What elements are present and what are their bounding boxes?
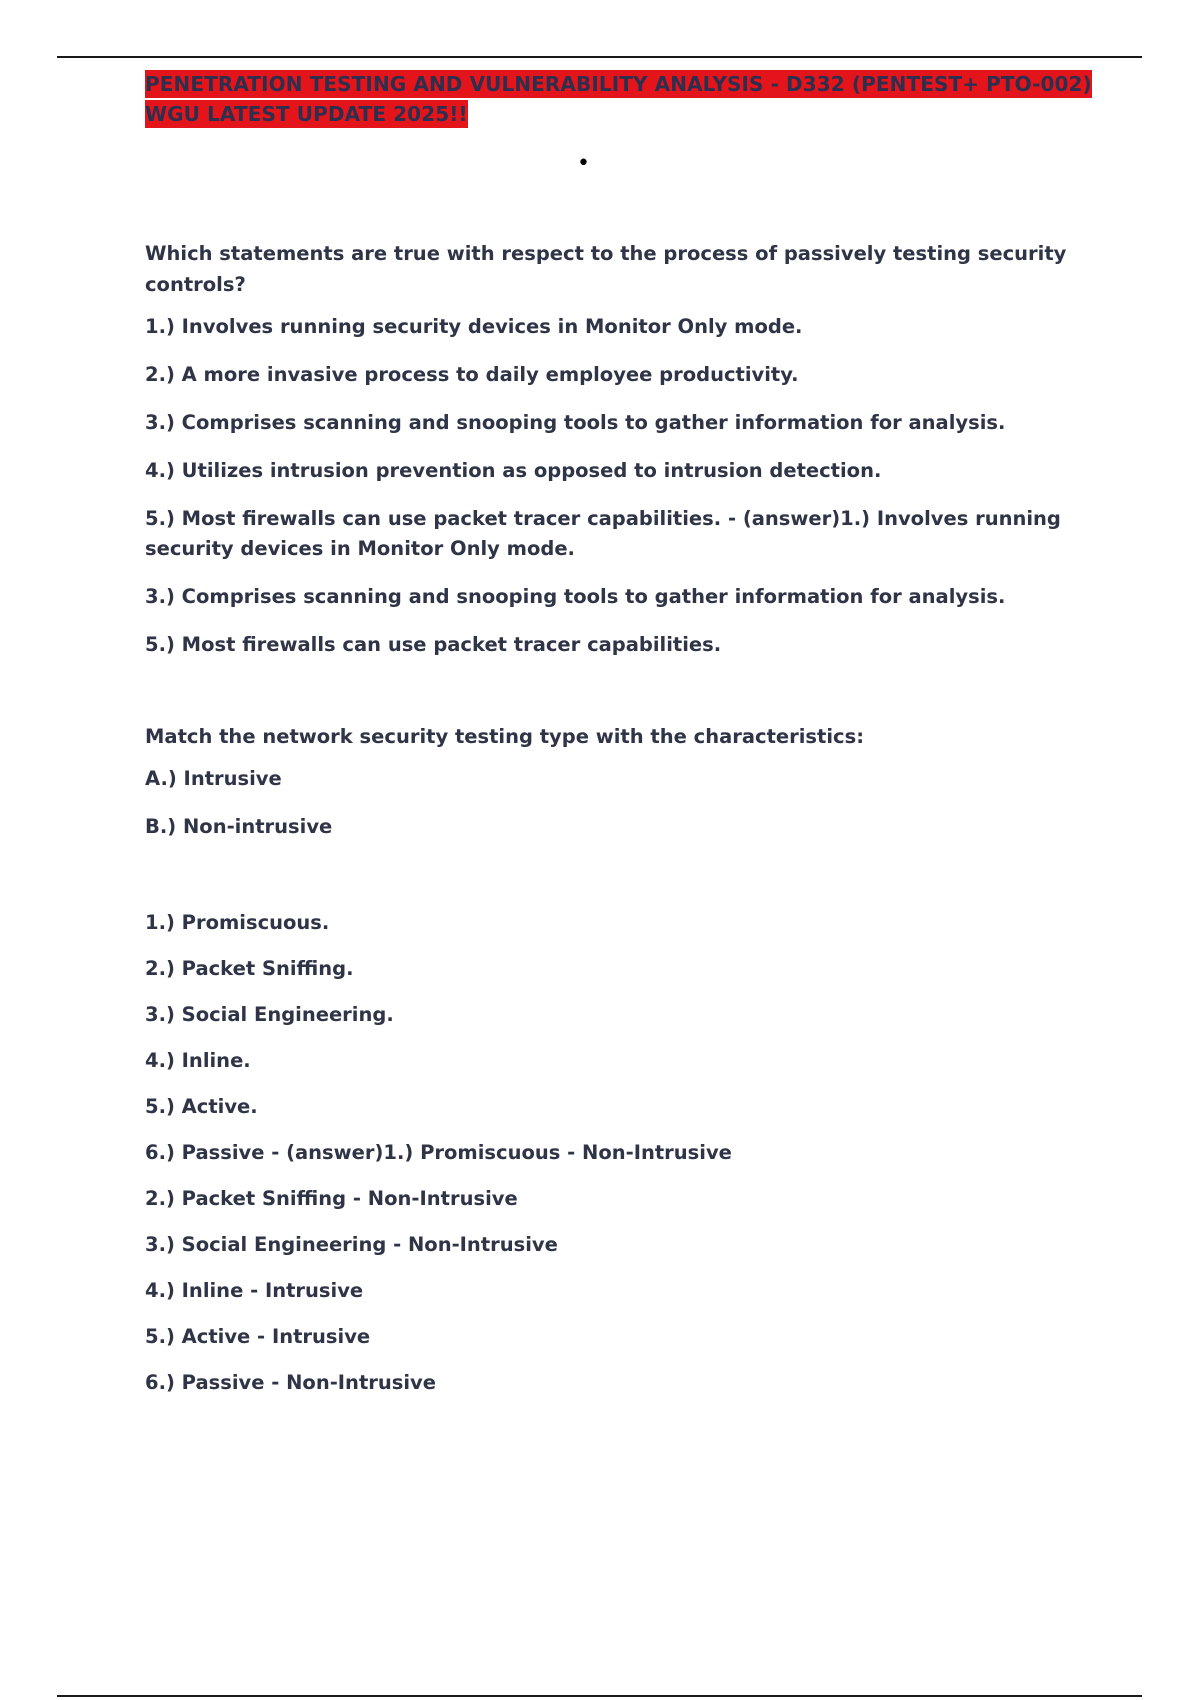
q1-item-2: 2.) A more invasive process to daily employee productivity.	[145, 363, 799, 386]
title-line-2: WGU LATEST UPDATE 2025!!	[145, 102, 468, 126]
q1-answer-item-5: 5.) Most firewalls can use packet tracer capabilities.	[145, 633, 722, 656]
q2-items	[145, 908, 1100, 1398]
q2-answer-2: 2.) Packet Sniffing - Non-Intrusive	[145, 1187, 518, 1210]
top-rule	[57, 56, 1142, 58]
spacer	[145, 860, 1100, 908]
q2-option-a: A.) Intrusive	[145, 767, 282, 790]
q2-item-1: 1.) Promiscuous.	[145, 911, 330, 934]
q1-answer-item-3: 3.) Comprises scanning and snooping tools to gather information for analysis.	[145, 585, 1006, 608]
bullet-row	[145, 152, 1100, 200]
q2-item-5: 5.) Active.	[145, 1095, 258, 1118]
q2-option-b: B.) Non-intrusive	[145, 815, 333, 838]
bottom-rule	[57, 1695, 1142, 1697]
question-2	[145, 721, 1100, 1398]
q1-item-5-answer: 5.) Most firewalls can use packet tracer capabilities. - (answer)1.) Involves running security devices in Monitor Only mode.	[145, 507, 1061, 560]
q1-item-1: 1.) Involves running security devices in Monitor Only mode.	[145, 315, 803, 338]
document-body	[145, 70, 1100, 1414]
title-line-1: PENETRATION TESTING AND VULNERABILITY ANALYSIS - D332 (PENTEST+ PTO-002)	[145, 72, 1092, 96]
q2-answer-5: 5.) Active - Intrusive	[145, 1325, 371, 1348]
q2-item-2: 2.) Packet Sniffing.	[145, 957, 354, 980]
q2-answer-3: 3.) Social Engineering - Non-Intrusive	[145, 1233, 558, 1256]
q1-item-3: 3.) Comprises scanning and snooping tools to gather information for analysis.	[145, 411, 1006, 434]
bullet-point: •	[577, 151, 590, 176]
q2-item-6-answer: 6.) Passive - (answer)1.) Promiscuous - Non-Intrusive	[145, 1141, 732, 1164]
question-1-prompt: Which statements are true with respect to the process of passively testing security controls?	[145, 242, 1067, 296]
q1-item-4: 4.) Utilizes intrusion prevention as opposed to intrusion detection.	[145, 459, 882, 482]
q2-item-3: 3.) Social Engineering.	[145, 1003, 394, 1026]
question-2-prompt: Match the network security testing type with the characteristics:	[145, 725, 865, 748]
q2-answer-4: 4.) Inline - Intrusive	[145, 1279, 364, 1302]
q2-item-4: 4.) Inline.	[145, 1049, 251, 1072]
document-title	[145, 70, 1100, 130]
q2-answer-6: 6.) Passive - Non-Intrusive	[145, 1371, 436, 1394]
question-1	[145, 238, 1100, 660]
